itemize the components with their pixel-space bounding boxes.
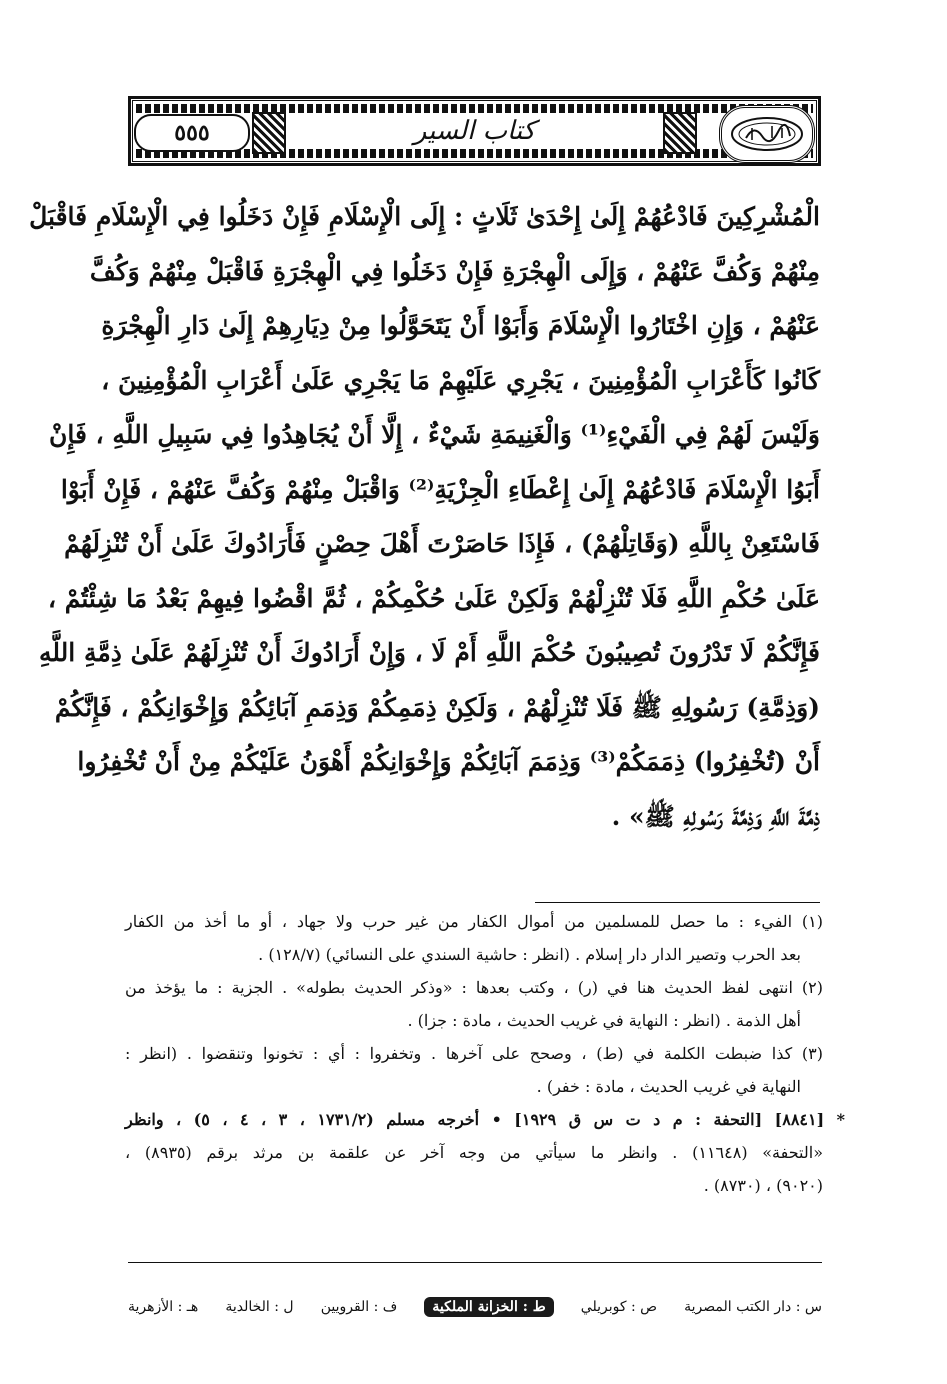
footnote-line: (٣) كذا ضبطت الكلمة في (ط) ، وصحح على آخرها . وتخفروا : أي : تخونوا وتنقضوا . (انظر : bbox=[125, 1044, 823, 1063]
footnotes bbox=[125, 905, 846, 1202]
footnote-line: أهل الذمة . (انظر : النهاية في غريب الحديث ، مادة : جزا) . bbox=[407, 1011, 801, 1030]
reference-line: «التحفة» (١١٦٤٨) . وانظر ما سيأتي من وجه آخر عن علقمة بن مرثد برقم (٨٩٣٥) ، bbox=[125, 1143, 823, 1162]
sigla-divider bbox=[128, 1262, 822, 1263]
text-line: وَلَيْسَ لَهُمْ فِي الْفَيْءِ⁽¹⁾ وَالْغَنِيمَةِ شَيْءٌ ، إِلَّا أَنْ يُجَاهِدُوا فِي سَبِيلِ اللَّهِ ، فَإِنْ bbox=[49, 420, 820, 449]
manuscript-sigla bbox=[128, 1292, 822, 1322]
footnote-2 bbox=[125, 971, 823, 1037]
footnote-line: بعد الحرب وتصير الدار دار إسلام . (انظر : حاشية السندي على النسائي) (١٢٨/٧) . bbox=[258, 945, 801, 964]
hadith-reference bbox=[125, 1103, 846, 1202]
text-line: عَلَىٰ حُكْمِ اللَّهِ فَلَا تُنْزِلْهُمْ وَلَكِنْ عَلَىٰ حُكْمِكُمْ ، ثُمَّ اقْضُوا فِيهِمْ بَعْدُ مَا شِئْتُمْ ، bbox=[47, 583, 820, 613]
main-text bbox=[29, 190, 820, 844]
chapter-title: كتاب السير bbox=[413, 116, 536, 146]
footnote-line: النهاية في غريب الحديث ، مادة : خفر) . bbox=[536, 1077, 801, 1096]
header-chain-top bbox=[136, 104, 813, 113]
siglum: هـ : الأزهرية bbox=[128, 1299, 199, 1315]
siglum-highlighted: ط : الخزانة الملكية bbox=[424, 1297, 553, 1317]
text-line: أَنْ (تُخْفِرُوا) ذِمَمَكُمْ⁽³⁾ وَذِمَمَ آبَائِكُمْ وَإِخْوَانِكُمْ أَهْوَنُ عَلَيْكُمْ مِنْ أَنْ تُخْفِرُوا bbox=[77, 747, 820, 776]
footnote-3 bbox=[125, 1037, 823, 1103]
siglum: ص : كوبريلي bbox=[580, 1299, 658, 1315]
text-line: الْمُشْرِكِينَ فَادْعُهُمْ إِلَىٰ إِحْدَىٰ ثَلَاثٍ : إِلَى الْإِسْلَامِ فَإِنْ دَخَلُوا فِي الْإِسْلَامِ فَاقْبَلْ bbox=[29, 202, 820, 231]
reference-line: (٩٠٢٠) ، (٨٧٣٠) . bbox=[703, 1176, 823, 1195]
text-line: فَاسْتَعِنْ بِاللَّهِ (وَقَاتِلْهُمْ) ، فَإِذَا حَاصَرْتَ أَهْلَ حِصْنٍ فَأَرَادُوكَ عَلَىٰ أَنْ تُنْزِلَهُمْ bbox=[64, 529, 820, 558]
footnote-line: (١) الفيء : ما حصل للمسلمين من أموال الكفار من غير حرب ولا جهاد ، أو ما أخذ من الكفار bbox=[125, 912, 823, 931]
text-line: (وَذِمَّةِ) رَسُولِهِ ﷺ فَلَا تُنْزِلْهُمْ ، وَلَكِنْ ذِمَمِكُمْ وَذِمَمِ آبَائِكُمْ وَإِخْوَانِكُمْ ، فَإِنَّكُمْ bbox=[54, 692, 820, 722]
text-line: عَنْهُمْ ، وَإِنِ اخْتَارُوا الْإِسْلَامَ وَأَبَوْا أَنْ يَتَحَوَّلُوا مِنْ دِيَارِهِمْ إِلَىٰ دَارِ الْهِجْرَةِ bbox=[101, 311, 820, 340]
siglum: ف : القرويين bbox=[320, 1299, 398, 1315]
seal-calligraphy-icon bbox=[728, 114, 806, 154]
page-number: ٥٥٥ bbox=[134, 114, 250, 152]
text-line: أَبَوُا الْإِسْلَامَ فَادْعُهُمْ إِلَىٰ إِعْطَاءِ الْجِزْيَةِ⁽²⁾ وَاقْبَلْ مِنْهُمْ وَكُفَّ عَنْهُمْ ، فَإِنْ أَبَوْا bbox=[60, 474, 820, 504]
siglum: س : دار الكتب المصرية bbox=[684, 1299, 822, 1315]
footnote-1 bbox=[125, 905, 823, 971]
text-line: مِنْهُمْ وَكُفَّ عَنْهُمْ ، وَإِلَى الْهِجْرَةِ فَإِنْ دَخَلُوا فِي الْهِجْرَةِ فَاقْبَلْ مِنْهُمْ وَكُفَّ bbox=[89, 256, 820, 286]
text-line: فَإِنَّكُمْ لَا تَدْرُونَ تُصِيبُونَ حُكْمَ اللَّهِ أَمْ لَا ، وَإِنْ أَرَادُوكَ أَنْ تُنْزِلَهُمْ عَلَىٰ ذِمَّةِ اللَّهِ bbox=[39, 638, 820, 667]
footnote-divider bbox=[535, 902, 820, 903]
reference-line: * [٨٨٤١] [التحفة : م د ت س ق ١٩٢٩] • أخرجه مسلم (١٧٣١/٢ ، ٣ ، ٤ ، ٥) ، وانظر bbox=[125, 1110, 846, 1129]
text-line: كَانُوا كَأَعْرَابِ الْمُؤْمِنِينَ ، يَجْرِي عَلَيْهِمْ مَا يَجْرِي عَلَىٰ أَعْرَابِ الْمُؤْمِنِينَ ، bbox=[101, 365, 820, 395]
text-line: ذِمَّةَ اللَّهِ وَذِمَّةَ رَسُولِهِ ﷺ» . bbox=[611, 801, 820, 831]
footnote-line: (٢) انتهى لفظ الحديث هنا في (ر) ، وكتب بعدها : «وذكر الحديث بطوله» . الجزية : ما يؤخذ من bbox=[125, 978, 824, 997]
siglum: ل : الخالدية bbox=[225, 1299, 294, 1315]
page-header bbox=[128, 96, 821, 166]
book-seal-logo bbox=[719, 105, 815, 163]
